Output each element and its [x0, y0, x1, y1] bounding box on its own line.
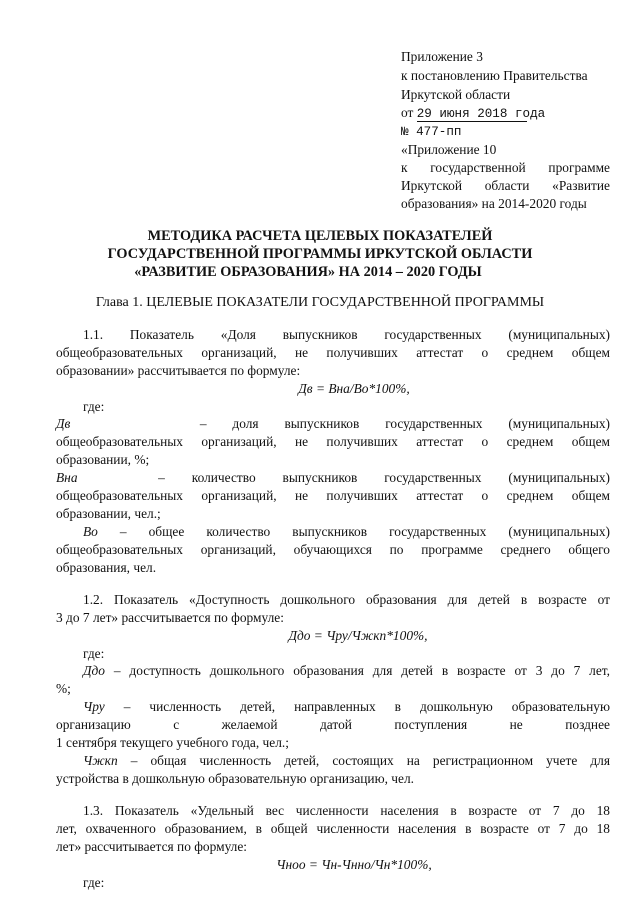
title-line-1: МЕТОДИКА РАСЧЕТА ЦЕЛЕВЫХ ПОКАЗАТЕЛЕЙ — [147, 228, 493, 244]
s2-def-2-line-3: 1 сентября текущего учебного года, чел.; — [56, 735, 289, 750]
s2-def-1-line-1 — [83, 663, 610, 679]
s1-def-1-line-1 — [56, 416, 610, 432]
s2-formula: Ддо = Чру/Чжкп*100%, — [288, 628, 428, 643]
header-region: Иркутской области — [401, 87, 511, 102]
s1-def-1-line-2: общеобразовательных организаций, не получивших аттестат о среднем общем — [56, 434, 610, 449]
header-number: № 477-пп — [401, 125, 462, 139]
s1-def-1-text: – доля выпускников государственных (муниципальных) — [199, 416, 610, 431]
s1-line-2: общеобразовательных организаций, не получивших аттестат о среднем общем — [56, 345, 610, 360]
title-line-3: «РАЗВИТИЕ ОБРАЗОВАНИЯ» НА 2014 – 2020 ГОДЫ — [134, 264, 482, 280]
s3-line-1: 1.3. Показатель «Удельный вес численности населения в возрасте от 7 до 18 — [83, 803, 610, 818]
s1-def-1-term: Дв — [56, 416, 71, 431]
s1-line-1: 1.1. Показатель «Доля выпускников государственных (муниципальных) — [83, 327, 610, 342]
s2-def-2-line-2: организацию с желаемой датой поступления не позднее — [56, 717, 610, 732]
s1-def-2-term: Вна — [56, 470, 78, 485]
s1-def-3-line-1 — [83, 524, 610, 540]
s2-line-1: 1.2. Показатель «Доступность дошкольного образования для детей в возрасте от — [83, 592, 610, 607]
s2-def-3-text: – общая численность детей, состоящих на регистрационном учете для — [130, 753, 610, 768]
s1-formula: Дв = Вна/Во*100%, — [298, 381, 410, 396]
header-date-line — [401, 105, 546, 122]
header-program-name: Иркутской области «Развитие — [401, 178, 610, 193]
header-date-prefix: от — [401, 105, 414, 120]
header-appendix: Приложение 3 — [401, 49, 483, 64]
s1-def-3-text: – общее количество выпускников государственных (муниципальных) — [119, 524, 610, 539]
title-line-2: ГОСУДАРСТВЕННОЙ ПРОГРАММЫ ИРКУТСКОЙ ОБЛАСТИ — [107, 246, 533, 262]
s3-where: где: — [83, 875, 105, 890]
header-date-value: 29 июня 2018 года — [416, 107, 546, 121]
s2-def-3-line-2: устройства в дошкольную образовательную организацию, чел. — [56, 771, 415, 786]
s2-def-1-line-2: %; — [56, 681, 71, 696]
s1-def-3-line-3: образования, чел. — [56, 560, 157, 575]
s2-def-3-line-1 — [83, 753, 610, 769]
s2-def-2-term: Чру — [83, 699, 105, 714]
s1-def-3-term: Во — [83, 524, 98, 539]
s1-def-2-line-1 — [56, 470, 610, 486]
header-program: к государственной программе — [401, 160, 610, 175]
s3-line-2: лет, охваченного образованием, в общей численности населения в возрасте от 7 до 18 — [56, 821, 610, 836]
s1-line-3: образовании» рассчитывается по формуле: — [56, 363, 301, 378]
s1-def-3-line-2: общеобразовательных организаций, обучающихся по программе среднего общего — [56, 542, 610, 557]
s2-where: где: — [83, 646, 105, 661]
s2-def-3-term: Чжкп — [83, 753, 118, 768]
s1-def-2-line-2: общеобразовательных организаций, не получивших аттестат о среднем общем — [56, 488, 610, 503]
s2-def-2-text: – численность детей, направленных в дошкольную образовательную — [123, 699, 610, 714]
header-program-years: образования» на 2014-2020 годы — [401, 196, 587, 211]
chapter-heading: Глава 1. ЦЕЛЕВЫЕ ПОКАЗАТЕЛИ ГОСУДАРСТВЕННОЙ ПРОГРАММЫ — [95, 295, 545, 310]
s2-def-1-term: Ддо — [83, 663, 105, 678]
s3-line-3: лет» рассчитывается по формуле: — [56, 839, 248, 854]
header-resolution: к постановлению Правительства — [401, 68, 588, 83]
s1-def-2-text: – количество выпускников государственных (муниципальных) — [158, 470, 610, 485]
s2-def-1-text: – доступность дошкольного образования для детей в возрасте от 3 до 7 лет, — [113, 663, 610, 678]
header-appendix-10: «Приложение 10 — [401, 142, 497, 157]
s1-def-1-line-3: образовании, %; — [56, 452, 150, 467]
s1-where: где: — [83, 399, 105, 414]
s1-def-2-line-3: образовании, чел.; — [56, 506, 161, 521]
s3-formula: Чноо = Чн-Чнно/Чн*100%, — [276, 857, 432, 872]
s2-line-2: 3 до 7 лет» рассчитывается по формуле: — [56, 610, 284, 625]
s2-def-2-line-1 — [83, 699, 610, 715]
